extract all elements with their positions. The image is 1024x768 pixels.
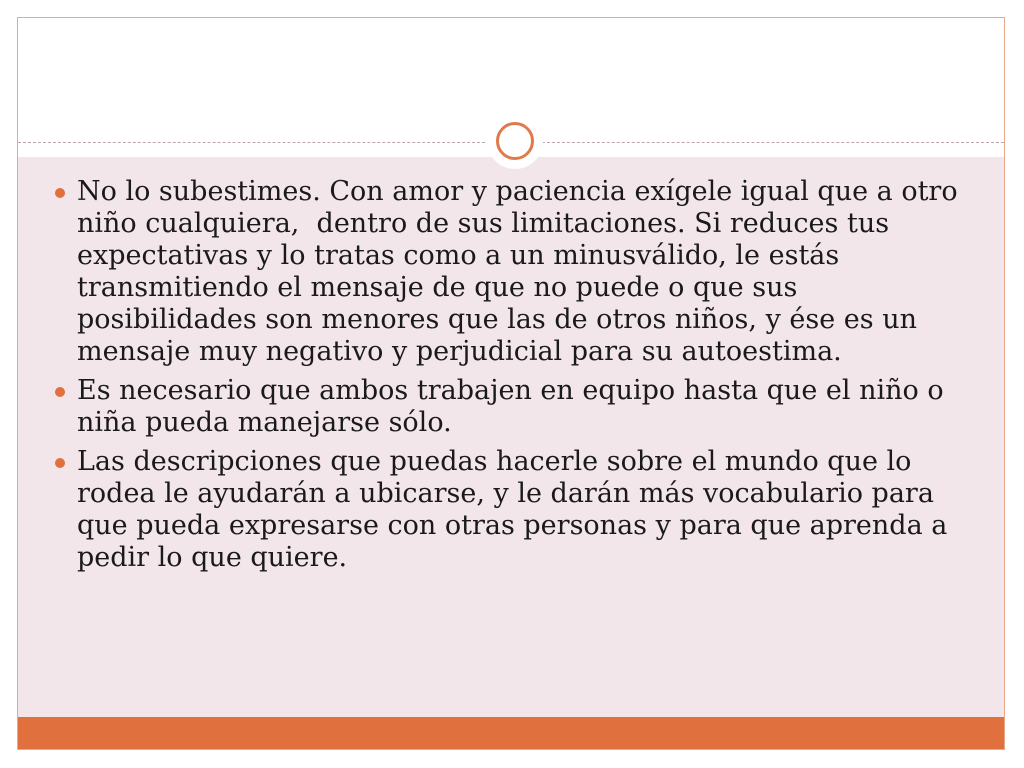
footer-bar: [18, 717, 1004, 750]
bullet-dot-icon: [55, 188, 65, 198]
bullet-item: [55, 176, 975, 368]
circle-ornament-icon: [487, 113, 543, 169]
bullet-text: Es necesario que ambos trabajen en equipo hasta que el niño o niña pueda manejarse sólo.: [77, 375, 953, 438]
bullet-item: [55, 446, 975, 574]
bullet-list: [55, 176, 975, 581]
ring-icon: [496, 122, 534, 160]
bullet-text: Las descripciones que puedas hacerle sobre el mundo que lo rodea le ayudarán a ubicarse, y le darán más vocabulario para que pueda expresarse con otras personas y para que aprenda a pedir lo que quiere.: [77, 446, 956, 573]
bullet-dot-icon: [55, 458, 65, 468]
slide: [17, 17, 1005, 750]
bullet-dot-icon: [55, 387, 65, 397]
bullet-item: [55, 375, 975, 439]
bullet-text: No lo subestimes. Con amor y paciencia exígele igual que a otro niño cualquiera, dentro de sus limitaciones. Si reduces tus expectativas y lo tratas como a un minusválido, le estás transmitiendo el mensaje de que no puede o que sus posibilidades son menores que las de otros niños, y ése es un mensaje muy negativo y perjudicial para su autoestima.: [77, 176, 967, 367]
